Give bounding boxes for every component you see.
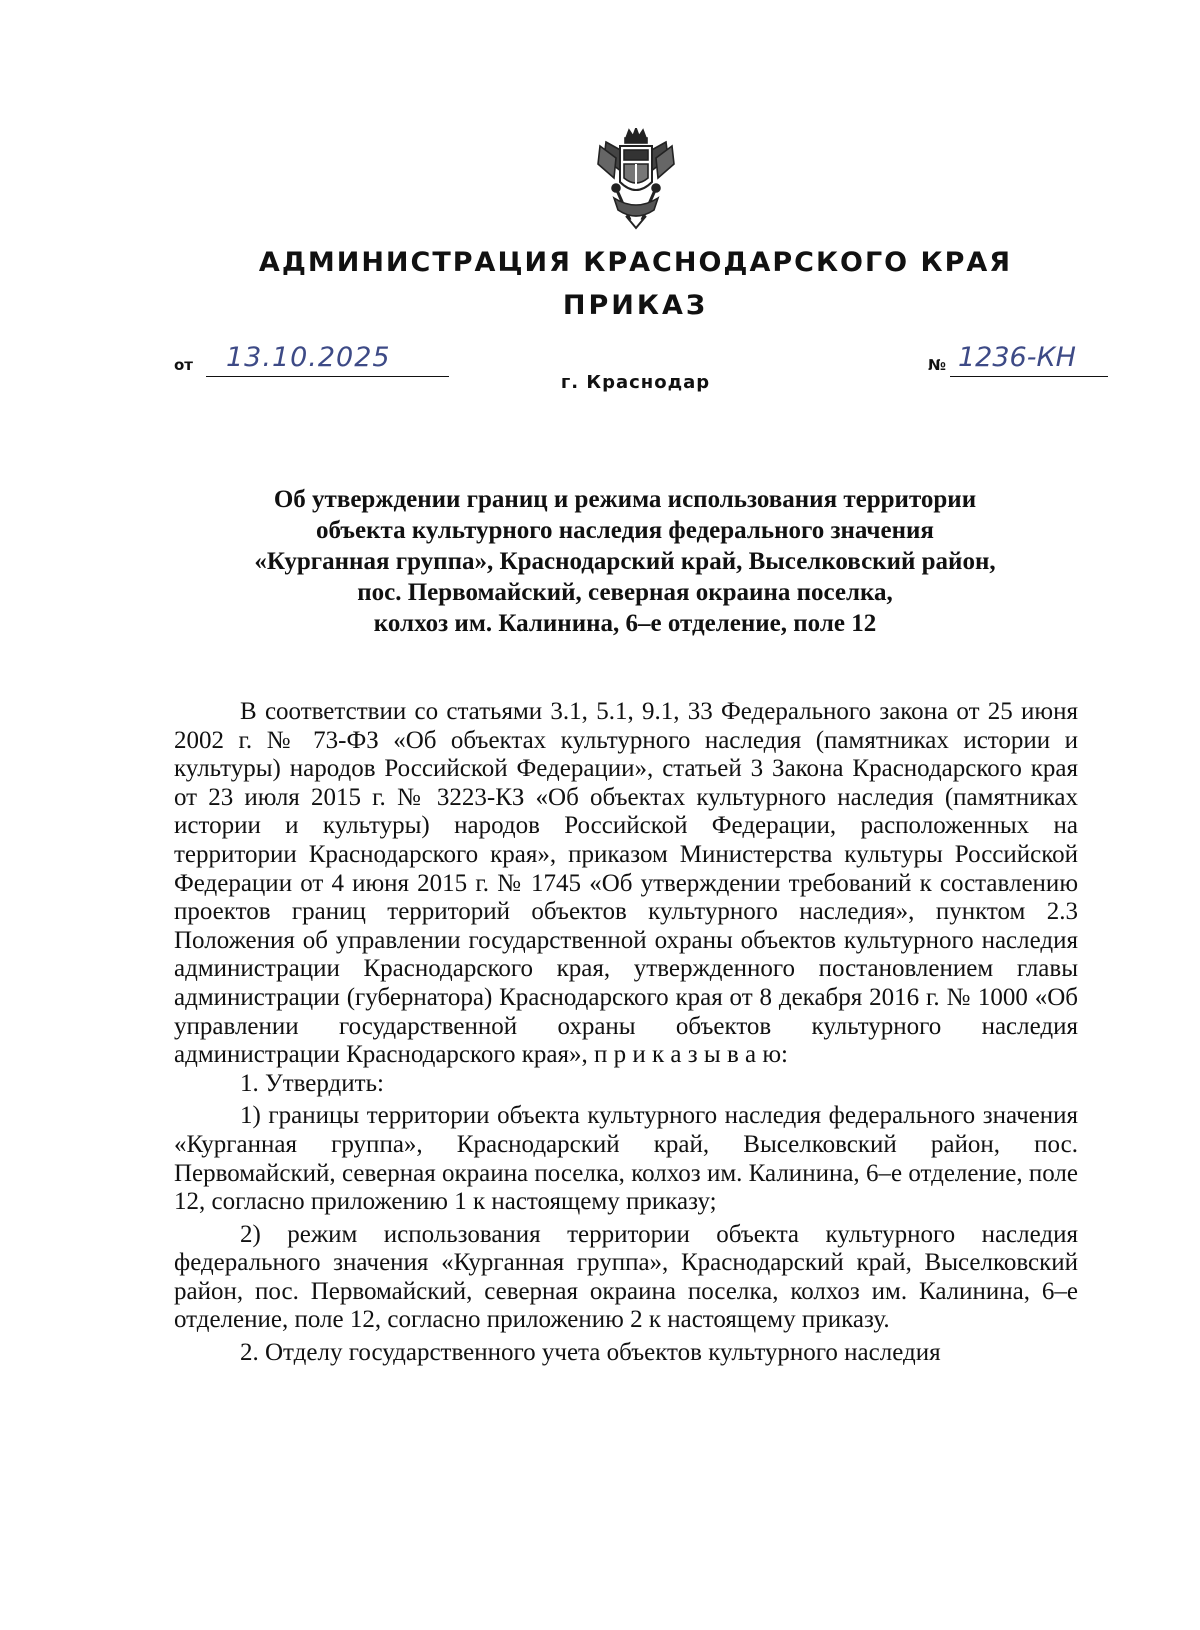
organization-title: АДМИНИСТРАЦИЯ КРАСНОДАРСКОГО КРАЯ — [258, 247, 1013, 278]
order-item: 1. Утвердить: — [240, 1069, 384, 1097]
coat-of-arms-icon — [596, 128, 676, 230]
number-prefix-label: № — [928, 356, 947, 374]
heading-line: пос. Первомайский, северная окраина поселка, — [357, 579, 893, 606]
order-subitem: 1) границы территории объекта культурного наследия федерального значения «Курганная группа», Краснодарский край, Выселковский район, пос. Первомайский, северная окраина поселка, колхоз им. Калинина, 6–е отделение, поле 12, согласно приложению 1 к настоящему приказу; — [174, 1102, 1078, 1216]
order-item: 2. Отделу государственного учета объектов культурного наследия — [240, 1339, 941, 1367]
document-type-title: ПРИКАЗ — [562, 290, 709, 321]
document-body — [174, 698, 1078, 1368]
date-prefix-label: от — [174, 356, 193, 374]
heading-line: объекта культурного наследия федерального значения — [316, 517, 934, 544]
heading-line: колхоз им. Калинина, 6–е отделение, поле 12 — [373, 610, 877, 637]
preamble-paragraph — [174, 698, 1078, 1070]
document-heading — [160, 484, 1090, 639]
preamble-text: В соответствии со статьями 3.1, 5.1, 9.1, 33 Федерального закона от 25 июня 2002 г. № 73-ФЗ «Об объектах культурного наследия (памятниках истории и культуры) народов Российской Федерации», статьей 3 Закона Краснодарского края от 23 июля 2015 г. № 3223-КЗ «Об объектах культурного наследия (памятниках истории и культуры) народов Российской Федерации, расположенных на территории Краснодарского края», приказом Министерства культуры Российской Федерации от 4 июня 2015 г. № 1745 «Об утверждении требований к составлению проектов границ территорий объектов культурного наследия», пунктом 2.3 Положения об управлении государственной охраны объектов культурного наследия администрации Краснодарского края, утвержденного постановлением главы администрации (губернатора) Краснодарского края от 8 декабря 2016 г. № 1000 «Об управлении государственной охраны объектов культурного наследия администрации Краснодарского края», — [174, 698, 1078, 1069]
city-label: г. Краснодар — [560, 372, 711, 393]
heading-line: Об утверждении границ и режима использования территории — [273, 486, 977, 513]
heading-line: «Курганная группа», Краснодарский край, Выселковский район, — [254, 548, 996, 575]
handwritten-number: 1236-КН — [958, 342, 1076, 373]
order-subitem: 2) режим использования территории объекта культурного наследия федерального значения «Курганная группа», Краснодарский край, Выселковский район, пос. Первомайский, северная окраина поселка, колхоз им. Калинина, 6–е отделение, поле 12, согласно приложению 2 к настоящему приказу. — [174, 1220, 1078, 1334]
handwritten-date: 13.10.2025 — [226, 342, 391, 373]
order-word: п р и к а з ы в а ю: — [594, 1041, 788, 1069]
